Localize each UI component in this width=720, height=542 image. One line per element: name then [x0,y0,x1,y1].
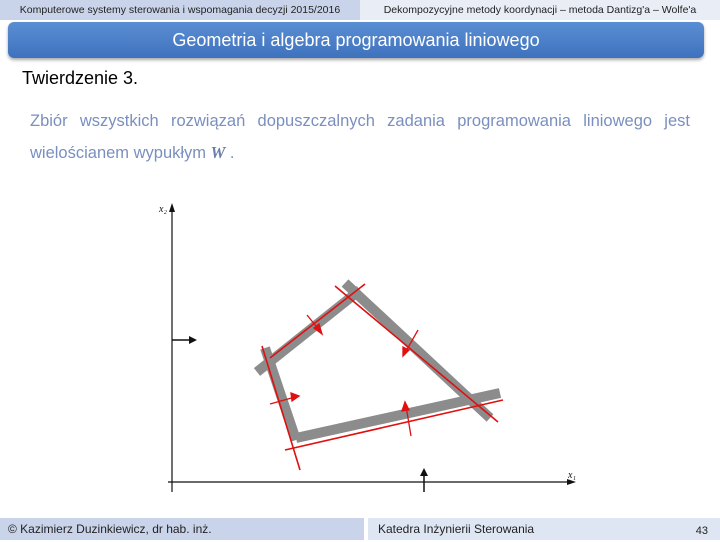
header-lecture-topic: Dekompozycyjne metody koordynacji – metoda Dantizg'a – Wolfe'a [360,0,720,20]
y-axis-label: x₂ [159,204,167,215]
y-axis-arrow-icon [169,203,175,212]
statement-text: wielościanem wypukłym [30,144,207,162]
theorem-statement-line1: Zbiór wszystkich rozwiązań dopuszczalnych zadania programowania liniowego jest [30,112,690,130]
constraint-line-3 [285,400,503,450]
polyhedron-symbol: W [210,143,226,162]
normal-4-arrow-icon [291,393,299,401]
statement-period: . [229,144,235,162]
page-number: 43 [695,525,708,537]
arrow-up-icon [420,468,428,476]
constraint-line-2 [335,286,498,422]
footer-author-bar [0,518,364,540]
normal-3-arrow-icon [402,402,409,411]
slide-title: Geometria i algebra programowania liniowego [172,30,540,50]
theorem-heading: Twierdzenie 3. [22,68,139,88]
arrow-right-icon [189,336,197,344]
feasible-region-bands [257,283,500,440]
footer-author: © Kazimierz Duzinkiewicz, dr hab. inż. [8,522,212,536]
footer-department: Katedra Inżynierii Sterowania [378,522,535,536]
footer-department-bar [368,518,720,540]
constraint-line-4 [262,346,300,470]
constraint-line-1 [270,284,365,358]
header-course-title: Komputerowe systemy sterowania i wspomagania decyzji 2015/2016 [0,0,360,20]
x-axis-label: x₁ [568,470,576,481]
